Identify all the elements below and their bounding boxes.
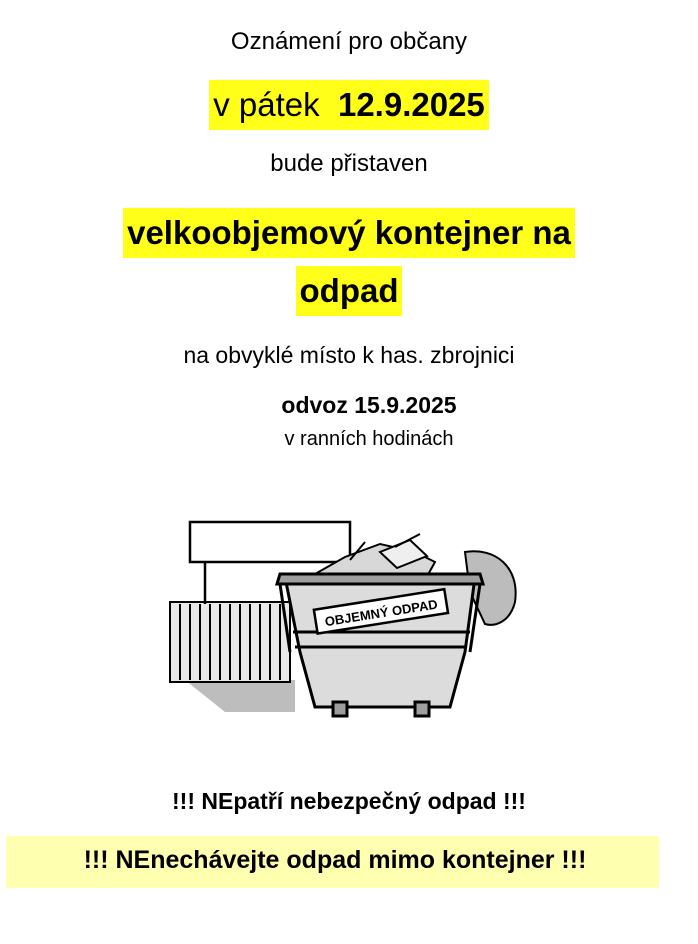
title-line-1 [0,208,698,258]
shadow [185,680,295,712]
notice-heading: Oznámení pro občany [230,28,468,55]
pickup-date: odvoz 15.9.2025 [281,392,457,418]
fence [170,602,290,682]
notice-subheading: bude přistaven [270,150,428,177]
date-prefix: v pátek [213,86,320,123]
warning-outside: !!! NEnechávejte odpad mimo kontejner !!! [83,846,587,874]
pickup-time: v ranních hodinách [284,428,454,450]
date-value: 12.9.2025 [337,86,485,123]
container-illustration [165,512,535,722]
placement-location: na obvyklé místo k has. zbrojnici [183,342,515,368]
warning-hazardous: !!! NEpatří nebezpečný odpad !!! [172,788,526,814]
title-line-1-text: velkoobjemový kontejner na [123,208,575,258]
date-highlight [209,80,489,130]
title-line-2-text: odpad [296,266,403,316]
date-line [0,80,698,130]
container-body [277,574,483,716]
container-label: OBJEMNÝ ODPAD [323,596,439,630]
title-line-2 [0,266,698,316]
